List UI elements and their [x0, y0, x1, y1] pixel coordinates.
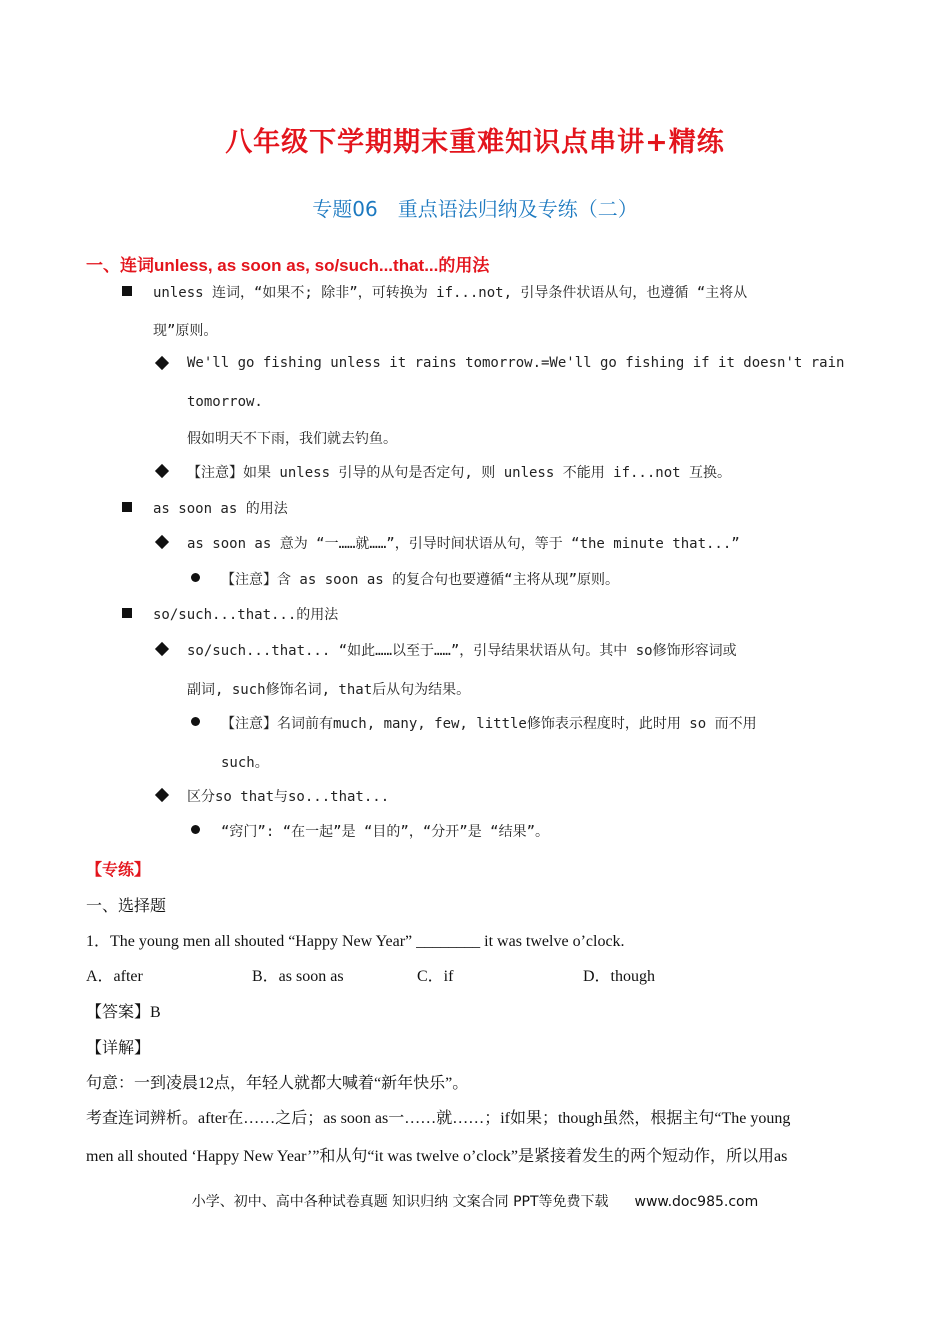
unless-note: 【注意】如果 unless 引导的从句是否定句, 则 unless 不能用 if...not 互换。 [187, 465, 732, 481]
square-bullet-icon [122, 608, 132, 618]
option-c: C．if [417, 968, 454, 985]
footer-text: 小学、初中、高中各种试卷真题 知识归纳 文案合同 PPT等免费下载 [191, 1194, 609, 1210]
part-title: 一、选择题 [86, 898, 167, 915]
option-b: B．as soon as [252, 968, 344, 985]
question-1: 1．The young men all shouted “Happy New Year” ________ it was twelve o’clock. [86, 933, 625, 950]
as-soon-as-heading: as soon as 的用法 [153, 501, 288, 517]
option-a: A．after [86, 968, 143, 985]
so-that-tip: “窍门”: “在一起”是 “目的”，“分开”是 “结果”。 [221, 824, 550, 840]
as-soon-as-meaning: as soon as 意为 “一……就……”，引导时间状语从句，等于 “the minute that...” [187, 536, 740, 552]
diamond-bullet-icon [155, 535, 169, 549]
square-bullet-icon [122, 502, 132, 512]
option-d: D．though [583, 968, 656, 985]
so-such-heading: so/such...that...的用法 [153, 607, 339, 623]
so-such-note-1: 【注意】名词前有much, many, few, little修饰表示程度时，此时用 so 而不用 [221, 716, 757, 732]
dot-bullet-icon [191, 825, 200, 834]
diamond-bullet-icon [155, 356, 169, 370]
so-such-note-2: such。 [221, 755, 269, 771]
example-line-1: We'll go fishing unless it rains tomorrow.=We'll go fishing if it doesn't rain [187, 355, 845, 371]
explain-line-3: men all shouted ‘Happy New Year’”和从句“it was twelve o’clock”是紧接着发生的两个短动作，所以用as [86, 1148, 788, 1165]
example-translation: 假如明天不下雨，我们就去钓鱼。 [187, 431, 397, 447]
section-heading: 一、连词unless, as soon as, so/such...that...的用法 [86, 256, 490, 275]
practice-label: 【专练】 [86, 860, 151, 879]
so-such-line-1: so/such...that... “如此……以至于……”，引导结果状语从句。其中 so修饰形容词或 [187, 643, 737, 659]
so-such-line-2: 副词, such修饰名词, that后从句为结果。 [187, 682, 471, 698]
example-line-2: tomorrow. [187, 394, 263, 410]
unless-line-1: unless 连词，“如果不; 除非”，可转换为 if...not, 引导条件状语从句，也遵循 “主将从 [153, 285, 748, 301]
as-soon-as-note: 【注意】含 as soon as 的复合句也要遵循“主将从现”原则。 [221, 572, 620, 588]
page-subtitle: 专题06 重点语法归纳及专练（二） [312, 197, 638, 221]
answer: 【答案】B [86, 1004, 161, 1021]
dot-bullet-icon [191, 717, 200, 726]
diamond-bullet-icon [155, 788, 169, 802]
square-bullet-icon [122, 286, 132, 296]
so-that-diff: 区分so that与so...that... [187, 789, 390, 805]
page-title: 八年级下学期期末重难知识点串讲+精练 [225, 127, 725, 158]
dot-bullet-icon [191, 573, 200, 582]
unless-line-2: 现”原则。 [153, 323, 218, 339]
explain-line-1: 句意：一到凌晨12点，年轻人就都大喊着“新年快乐”。 [86, 1075, 469, 1092]
explain-label: 【详解】 [86, 1040, 151, 1057]
footer [0, 1191, 950, 1211]
footer-site-link[interactable]: www.doc985.com [634, 1194, 759, 1210]
diamond-bullet-icon [155, 464, 169, 478]
diamond-bullet-icon [155, 642, 169, 656]
explain-line-2: 考查连词辨析。after在……之后；as soon as一……就……；if如果；though虽然，根据主句“The young [86, 1110, 791, 1127]
